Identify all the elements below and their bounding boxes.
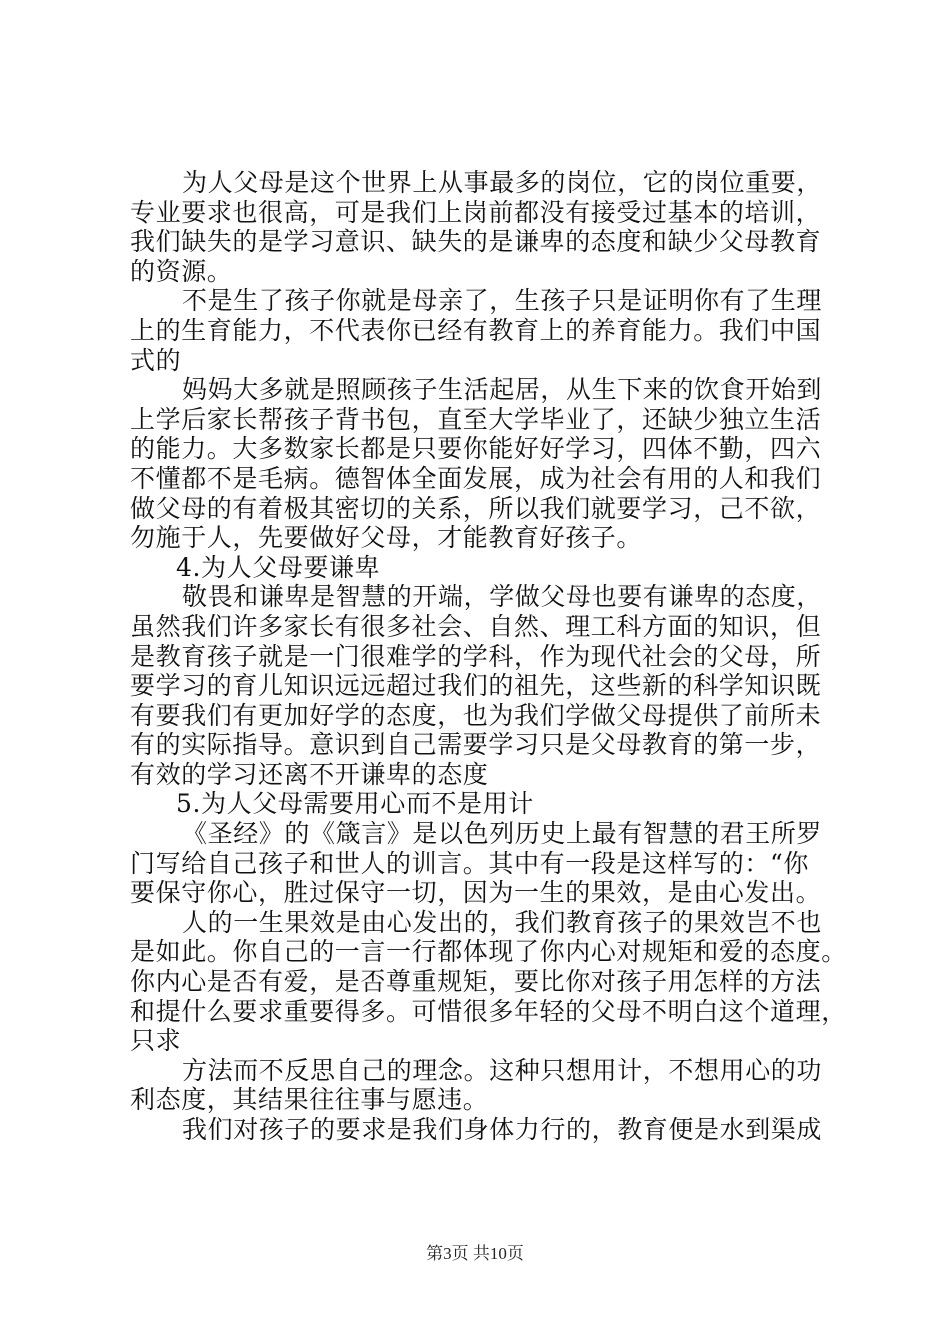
paragraph-line: 《圣经》的《箴言》是以色列历史上最有智慧的君王所罗 <box>182 819 823 849</box>
paragraph-line: 只求 <box>130 1026 182 1056</box>
paragraph-line: 有要我们有更加好学的态度，也为我们学做父母提供了前所未 <box>130 700 822 730</box>
paragraph-line: 做父母的有着极其密切的关系，所以我们就要学习，己不欲， <box>130 493 822 523</box>
paragraph-line: 妈妈大多就是照顾孩子生活起居，从生下来的饮食开始到 <box>182 375 823 405</box>
page-number-label: 第3页 共10页 <box>426 1244 524 1263</box>
paragraph-line: 为人父母是这个世界上从事最多的岗位，它的岗位重要， <box>182 168 823 197</box>
paragraph-line: 虽然我们许多家长有很多社会、自然、理工科方面的知识，但 <box>130 611 822 641</box>
paragraph-line: 有效的学习还离不开谦卑的态度 <box>130 759 489 789</box>
paragraph-line: 不是生了孩子你就是母亲了，生孩子只是证明你有了生理 <box>182 286 823 316</box>
paragraph-line: 上的生育能力，不代表你已经有教育上的养育能力。我们中国 <box>130 315 822 345</box>
paragraph-line: 的能力。大多数家长都是只要你能好好学习，四体不勤，四六 <box>130 434 822 464</box>
section-heading: 4.为人父母要谦卑 <box>176 552 381 582</box>
paragraph-line: 要学习的育儿知识远远超过我们的祖先，这些新的科学知识既 <box>130 671 822 701</box>
page-footer <box>0 1239 950 1264</box>
paragraph-line: 利态度，其结果往往事与愿违。 <box>130 1085 489 1115</box>
paragraph-line: 是教育孩子就是一门很难学的学科，作为现代社会的父母，所 <box>130 641 822 671</box>
paragraph-line: 不懂都不是毛病。德智体全面发展，成为社会有用的人和我们 <box>130 463 822 493</box>
paragraph-line: 我们对孩子的要求是我们身体力行的，教育便是水到渠成 <box>182 1115 823 1144</box>
section-heading: 5.为人父母需要用心而不是用计 <box>176 789 534 819</box>
paragraph-line: 专业要求也很高，可是我们上岗前都没有接受过基本的培训， <box>130 197 822 227</box>
paragraph-line: 人的一生果效是由心发出的，我们教育孩子的果效岂不也 <box>182 907 823 937</box>
paragraph-line: 要保守你心，胜过保守一切，因为一生的果效，是由心发出。 <box>130 878 822 908</box>
paragraph-line: 我们缺失的是学习意识、缺失的是谦卑的态度和缺少父母教育 <box>130 227 822 257</box>
paragraph-line: 式的 <box>130 345 182 375</box>
paragraph-line: 门写给自己孩子和世人的训言。其中有一段是这样写的：“你 <box>130 848 809 878</box>
paragraph-line: 上学后家长帮孩子背书包，直至大学毕业了，还缺少独立生活 <box>130 404 822 434</box>
paragraph-line: 敬畏和谦卑是智慧的开端，学做父母也要有谦卑的态度， <box>182 582 823 612</box>
paragraph-line: 和提什么要求重要得多。可惜很多年轻的父母不明白这个道理， <box>130 996 847 1026</box>
paragraph-line: 是如此。你自己的一言一行都体现了你内心对规矩和爱的态度。 <box>130 937 847 967</box>
paragraph-line: 方法而不反思自己的理念。这种只想用计，不想用心的功 <box>182 1055 823 1085</box>
paragraph-line: 你内心是否有爱，是否尊重规矩，要比你对孩子用怎样的方法 <box>130 967 822 997</box>
paragraph-line: 有的实际指导。意识到自己需要学习只是父母教育的第一步， <box>130 730 822 760</box>
paragraph-line: 勿施于人，先要做好父母，才能教育好孩子。 <box>130 523 643 553</box>
body-text <box>130 168 847 1145</box>
paragraph-line: 的资源。 <box>130 256 233 286</box>
